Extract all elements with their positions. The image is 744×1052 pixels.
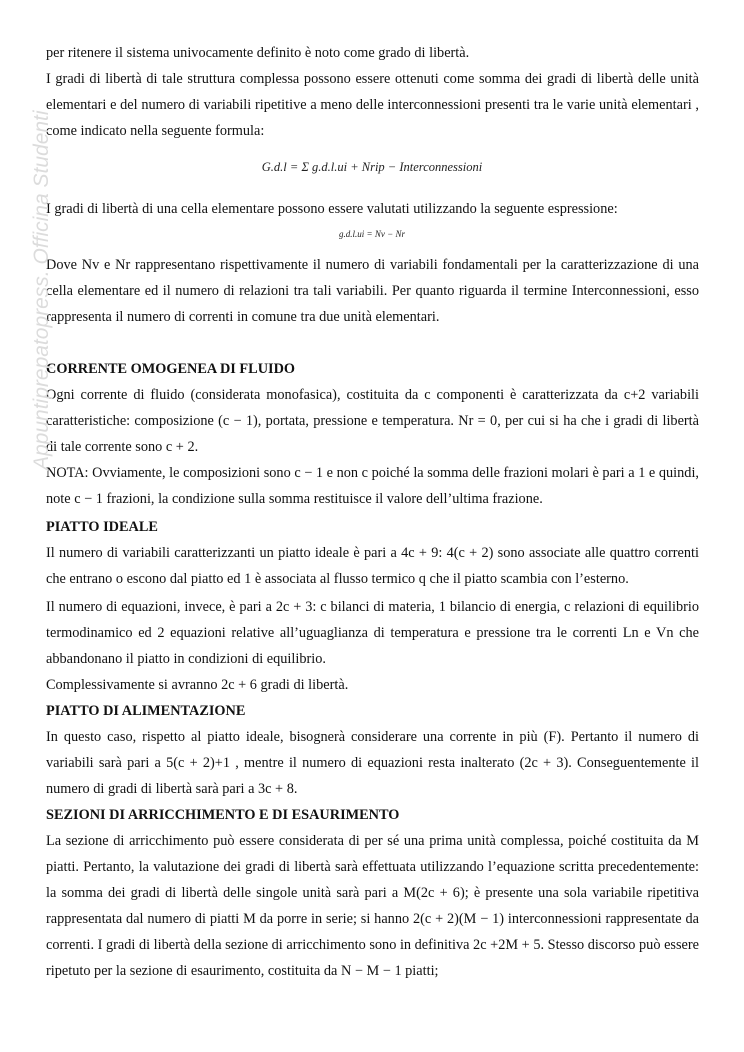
paragraph-elementary-cell: I gradi di libertà di una cella elementare possono essere valutati utilizzando la seguente espressione: bbox=[46, 201, 618, 217]
paragraph-nv-nr: Dove Nv e Nr rappresentano rispettivamente il numero di variabili fondamentali per la caratterizzazione di una cella elementare ed il numero di relazioni tra tali variabili. Per quanto riguarda il termine Interconnessioni, esso rappresenta il numero di correnti in comune tra due unità elementari. bbox=[46, 257, 699, 325]
heading-sezioni-arricchimento: SEZIONI DI ARRICCHIMENTO E DI ESAURIMENTO bbox=[46, 807, 400, 823]
paragraph-nota: NOTA: Ovviamente, le composizioni sono c − 1 e non c poiché la somma delle frazioni molari è pari a 1 e quindi, note c − 1 frazioni, la condizione sulla somma restituisce il valore dell’ultima frazione. bbox=[46, 465, 699, 507]
paragraph-degrees-complex: I gradi di libertà di tale struttura complessa possono essere ottenuti come somma dei gradi di libertà delle unità elementari e del numero di variabili ripetitive a meno delle interconnessioni presenti tra le varie unità elementari , come indicato nella seguente formula: bbox=[46, 71, 699, 139]
paragraph-corrente-fluido: Ogni corrente di fluido (considerata monofasica), costituita da c componenti è caratterizzata da c+2 variabili caratteristiche: composizione (c − 1), portata, pressione e temperatura. Nr = 0, per cui si ha che i gradi di libertà di tale corrente sono c + 2. bbox=[46, 387, 699, 455]
heading-corrente-omogenea: CORRENTE OMOGENEA DI FLUIDO bbox=[46, 361, 296, 377]
paragraph-intro-end: per ritenere il sistema univocamente definito è noto come grado di libertà. bbox=[46, 45, 470, 61]
heading-piatto-ideale: PIATTO IDEALE bbox=[46, 519, 158, 535]
paragraph-piatto-equazioni: Il numero di equazioni, invece, è pari a 2c + 3: c bilanci di materia, 1 bilancio di energia, c relazioni di equilibrio termodinamico ed 2 equazioni relative all’uguaglianza di temperatura e pressione tra le correnti Ln e Vn che abbandonano il piatto in condizioni di equilibrio. bbox=[46, 599, 699, 667]
formula-gdl-total: G.d.l = Σ g.d.l.ui + Nrip − Interconnessioni bbox=[261, 160, 483, 174]
paragraph-complessivamente: Complessivamente si avranno 2c + 6 gradi di libertà. bbox=[46, 677, 349, 693]
paragraph-arricchimento: La sezione di arricchimento può essere considerata di per sé una prima unità complessa, poiché costituita da M piatti. Pertanto, la valutazione dei gradi di libertà sarà effettuata utilizzando l’equazione scritta precedentemente: la somma dei gradi di libertà delle singole unità sarà pari a M(2c + 6); è presente una sola variabile ripetitiva rappresentata dal numero di piatti M da porre in serie; si hanno 2(c + 2)(M − 1) interconnessioni rappresentate da correnti. I gradi di libertà della sezione di arricchimento sono in definitiva 2c +2M + 5. Stesso discorso può essere ripetuto per la sezione di esaurimento, costituita da N − M − 1 piatti; bbox=[46, 833, 699, 979]
paragraph-piatto-variabili: Il numero di variabili caratterizzanti un piatto ideale è pari a 4c + 9: 4(c + 2) sono associate alle quattro correnti che entrano o escono dal piatto ed 1 è associata al flusso termico q che il piatto scambia con l’esterno. bbox=[46, 545, 699, 587]
heading-piatto-alimentazione: PIATTO DI ALIMENTAZIONE bbox=[46, 703, 246, 719]
formula-gdl-cell: g.d.l.ui = Nv − Nr bbox=[339, 229, 405, 239]
paragraph-alimentazione: In questo caso, rispetto al piatto ideale, bisognerà considerare una corrente in più (F). Pertanto il numero di variabili sarà pari a 5(c + 2)+1 , mentre il numero di equazioni resta inalterato (2c + 3). Conseguentemente il numero di gradi di libertà sarà pari a 3c + 8. bbox=[46, 729, 699, 797]
watermark: Appuntiprepatopress. Officina Studenti bbox=[30, 110, 53, 470]
